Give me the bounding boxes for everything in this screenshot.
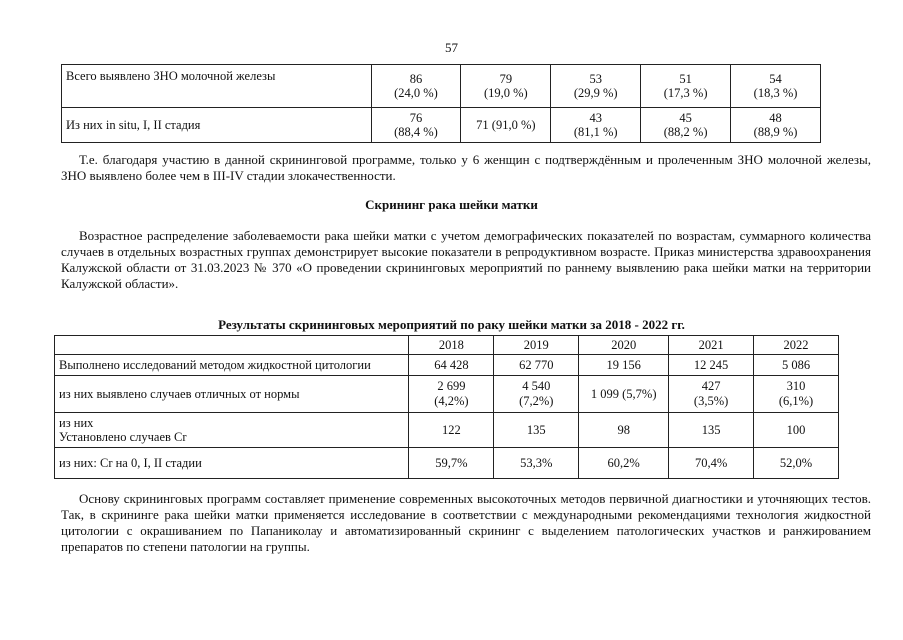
column-header: 2019 [494,336,579,355]
table-cell: 59,7% [409,448,494,479]
table-cell: 86 (24,0 %) [371,65,461,108]
breast-cancer-table [61,64,821,143]
table-cell: 4 540 (7,2%) [494,376,579,413]
table-cell: 19 156 [579,355,669,376]
table-cell: 5 086 [754,355,839,376]
table-cell: 310 (6,1%) [754,376,839,413]
row-label: Всего выявлено ЗНО молочной железы [62,65,372,108]
column-header: 2021 [669,336,754,355]
paragraph: Возрастное распределение заболеваемости рака шейки матки с учетом демографических показателей по возрастам, суммарного количества случаев в отдельных возрастных группах демонстрирует высокие показатели в репродуктивном возрасте. Приказ министерства здравоохранения Калужской области от 31.03.2023 № 370 «О проведении скрининговых мероприятий по раннему выявлению рака шейки матки на территории Калужской области». [61,228,871,291]
table-cell: 12 245 [669,355,754,376]
column-header: 2022 [754,336,839,355]
table-title: Результаты скрининговых мероприятий по раку шейки матки за 2018 - 2022 гг. [218,317,685,332]
table-row [55,355,839,376]
table-cell: 45 (88,2 %) [641,108,731,143]
header-empty-cell [55,336,409,355]
table-cell: 43 (81,1 %) [551,108,641,143]
table-cell: 54 (18,3 %) [731,65,821,108]
table-row [55,448,839,479]
table-cell: 98 [579,413,669,448]
column-header: 2018 [409,336,494,355]
table-cell: 100 [754,413,839,448]
section-heading: Скрининг рака шейки матки [365,197,538,212]
table-cell: 71 (91,0 %) [461,108,551,143]
table-cell: 64 428 [409,355,494,376]
table-cell: 76 (88,4 %) [371,108,461,143]
row-label: из них выявлено случаев отличных от нормы [55,376,409,413]
table-row [55,413,839,448]
page-number: 57 [445,40,458,55]
table-cell: 2 699 (4,2%) [409,376,494,413]
table-cell: 79 (19,0 %) [461,65,551,108]
table-row [55,376,839,413]
table-cell: 1 099 (5,7%) [579,376,669,413]
table-row [62,108,821,143]
table-cell: 53 (29,9 %) [551,65,641,108]
table-cell: 53,3% [494,448,579,479]
table-cell: 51 (17,3 %) [641,65,731,108]
table-cell: 62 770 [494,355,579,376]
row-label: из них Установлено случаев Cr [55,413,409,448]
table-row [62,65,821,108]
table-cell: 60,2% [579,448,669,479]
cervical-screening-table [54,335,839,479]
row-label: из них: Cr на 0, I, II стадии [55,448,409,479]
row-label: Выполнено исследований методом жидкостной цитологии [55,355,409,376]
paragraph: Т.е. благодаря участию в данной скрининговой программе, только у 6 женщин с подтверждённым и пролеченным ЗНО молочной железы, ЗНО выявлено более чем в III-IV стадии злокачественности. [61,152,871,183]
table-cell: 427 (3,5%) [669,376,754,413]
table-cell: 122 [409,413,494,448]
column-header: 2020 [579,336,669,355]
paragraph: Основу скрининговых программ составляет применение современных высокоточных методов первичной диагностики и уточняющих тестов. Так, в скрининге рака шейки матки применяется исследование в соответствии с международными рекомендациями технология жидкостной цитологии с окрашиванием по Папаниколау и автоматизированный скрининг с выделением патологических участков и ранжированием препаратов по степени патологии на группы. [61,491,871,554]
table-cell: 52,0% [754,448,839,479]
row-label: Из них in situ, I, II стадия [62,108,372,143]
table-cell: 70,4% [669,448,754,479]
table-cell: 135 [669,413,754,448]
table-cell: 48 (88,9 %) [731,108,821,143]
table-header-row [55,336,839,355]
table-cell: 135 [494,413,579,448]
